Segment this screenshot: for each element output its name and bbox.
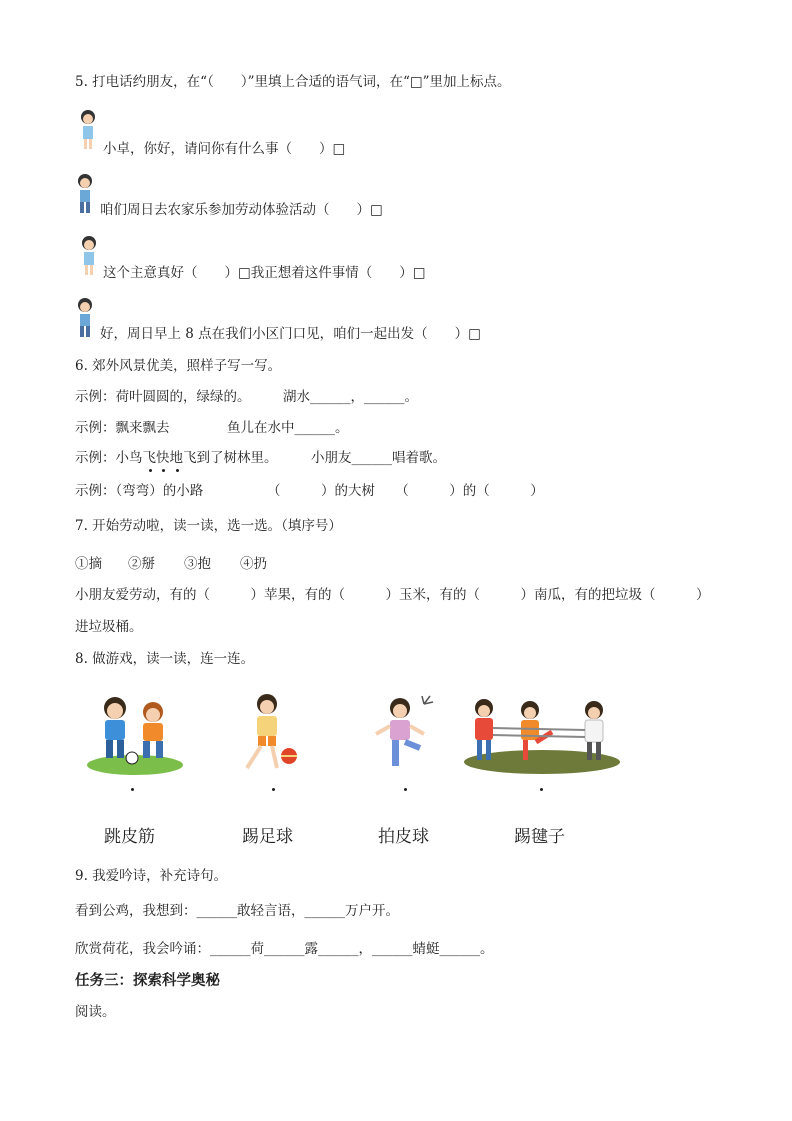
boy-icon — [75, 172, 95, 216]
marker-dot — [540, 788, 543, 791]
girl-icon — [79, 233, 99, 279]
q5-title: 5. 打电话约朋友，在“（ ）”里填上合适的语气词，在“□”里加上标点。 — [75, 74, 511, 90]
marker-dot — [131, 788, 134, 791]
q7-title: 7. 开始劳动啦，读一读，选一选。（填序号） — [75, 518, 342, 534]
emphasis-dot — [162, 469, 165, 472]
q6-task-2: 鱼儿在水中______。 — [227, 420, 349, 436]
q8-label-4: 踢毽子 — [514, 827, 565, 847]
emphasis-dot — [149, 469, 152, 472]
jump-rope-kids-illustration — [462, 690, 622, 776]
q6-task-1: 湖水______，______。 — [283, 389, 418, 405]
q8-label-2: 踢足球 — [242, 827, 293, 847]
q7-option-3: ③抱 — [184, 556, 211, 572]
q9-title: 9. 我爱吟诗，补充诗句。 — [75, 868, 228, 884]
boy-icon — [75, 296, 95, 340]
q7-option-4: ④扔 — [240, 556, 267, 572]
q7-sentence-line-2: 进垃圾桶。 — [75, 619, 143, 635]
q6-example-4: 示例：（弯弯）的小路 — [75, 483, 204, 499]
emphasis-dot — [176, 469, 179, 472]
q8-label-1: 跳皮筋 — [104, 827, 155, 847]
girl-icon — [78, 107, 98, 153]
q7-option-2: ②掰 — [128, 556, 155, 572]
q8-title: 8. 做游戏，读一读，连一连。 — [75, 651, 255, 667]
q5-line-4: 好，周日早上 8 点在我们小区门口见，咱们一起出发（ ）□ — [100, 326, 481, 342]
q6-example-1: 示例：荷叶圆圆的，绿绿的。 — [75, 389, 251, 405]
q8-label-3: 拍皮球 — [378, 827, 429, 847]
marker-dot — [272, 788, 275, 791]
shuttlecock-kid-illustration — [372, 690, 442, 776]
q6-title: 6. 郊外风景优美，照样子写一写。 — [75, 358, 282, 374]
q6-task-4: （ ）的大树 （ ）的（ ） — [267, 483, 544, 499]
q7-option-1: ①摘 — [75, 556, 102, 572]
task3-heading: 任务三：探索科学奥秘 — [75, 973, 220, 989]
q6-task-3: 小朋友______唱着歌。 — [311, 450, 446, 466]
football-kids-illustration — [85, 690, 185, 776]
q5-line-3: 这个主意真好（ ）□我正想着这件事情（ ）□ — [103, 265, 426, 281]
q6-example-3: 示例：小鸟飞快地飞到了树林里。 — [75, 450, 278, 466]
q9-line-2: 欣赏荷花，我会吟诵：______荷______露______，______蜻蜓______。 — [75, 941, 494, 957]
q7-sentence-line-1: 小朋友爱劳动，有的（ ）苹果，有的（ ）玉米，有的（ ）南瓜，有的把垃圾（ ） — [75, 587, 710, 603]
q5-line-1: 小卓，你好，请问你有什么事（ ）□ — [103, 141, 346, 157]
q9-line-1: 看到公鸡，我想到：______敢轻言语，______万户开。 — [75, 903, 399, 919]
task3-text: 阅读。 — [75, 1004, 116, 1020]
bouncing-ball-kid-illustration — [237, 690, 307, 776]
marker-dot — [404, 788, 407, 791]
q5-line-2: 咱们周日去农家乐参加劳动体验活动（ ）□ — [100, 202, 383, 218]
q6-example-2: 示例：飘来飘去 — [75, 420, 170, 436]
